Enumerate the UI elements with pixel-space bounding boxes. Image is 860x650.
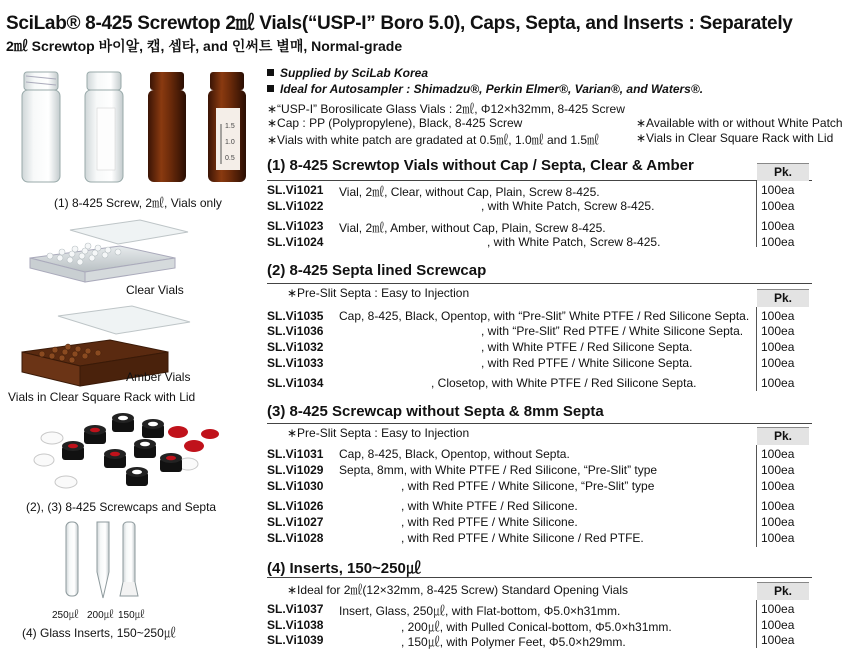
supplied-by: Supplied by SciLab Korea <box>267 66 428 80</box>
clear-vial-patch <box>85 72 123 182</box>
section-1-title: (1) 8-425 Screwtop Vials without Cap / Septa, Clear & Amber <box>267 157 694 174</box>
caption-vials: (1) 8-425 Screw, 2㎖, Vials only <box>54 196 222 210</box>
vial-mark-1-0: 1.0 <box>225 139 235 146</box>
note-glass: ∗“USP-I” Borosilicate Glass Vials : 2㎖, Φ12×h32mm, 8-425 Screw <box>267 102 625 116</box>
caps-and-septa <box>34 413 219 488</box>
section-2-note: ∗Pre-Slit Septa : Easy to Injection <box>287 286 470 300</box>
note-patch: ∗Available with or without White Patch <box>636 116 843 130</box>
section-3-title: (3) 8-425 Screwcap without Septa & 8mm Septa <box>267 403 604 420</box>
pk-header: Pk. <box>757 289 809 307</box>
amber-vial-plain <box>148 72 186 182</box>
glass-inserts <box>66 522 138 598</box>
bullet-square-icon <box>267 69 274 76</box>
bullet-square-icon <box>267 85 274 92</box>
product-images <box>0 60 260 645</box>
note-gradated: ∗Vials with white patch are gradated at 0.5㎖, 1.0㎖ and 1.5㎖ <box>267 133 600 147</box>
vial-mark-0-5: 0.5 <box>225 155 235 162</box>
page-subtitle: 2㎖ Screwtop 바이알, 캡, 셉타, and 인써트 별매, Normal-grade <box>6 38 403 54</box>
section-4-note: ∗Ideal for 2㎖(12×32mm, 8-425 Screw) Standard Opening Vials <box>287 583 629 597</box>
caption-amber-vials: Amber Vials <box>126 370 191 384</box>
vial-mark-1-5: 1.5 <box>225 123 235 130</box>
section-3-note: ∗Pre-Slit Septa : Easy to Injection <box>287 426 470 440</box>
caption-inserts: (4) Glass Inserts, 150~250㎕ <box>22 626 176 640</box>
ideal-for: Ideal for Autosampler : Shimadzu®, Perkin Elmer®, Varian®, and Waters®. <box>267 82 703 96</box>
caption-rack: Vials in Clear Square Rack with Lid <box>8 390 196 404</box>
clear-vial-rack <box>30 220 188 282</box>
note-rack: ∗Vials in Clear Square Rack with Lid <box>636 131 834 145</box>
pk-header: Pk. <box>757 427 809 445</box>
page-title: SciLab® 8-425 Screwtop 2㎖ Vials(“USP-I” Boro 5.0), Caps, Septa, and Inserts : Separately <box>6 13 793 34</box>
clear-vial-plain <box>22 72 60 182</box>
caption-insert-250: 250㎕ <box>52 610 79 621</box>
caption-clear-vials: Clear Vials <box>126 283 184 297</box>
caption-insert-200: 200㎕ <box>87 610 114 621</box>
note-cap: ∗Cap : PP (Polypropylene), Black, 8-425 Screw <box>267 116 523 130</box>
caption-caps: (2), (3) 8-425 Screwcaps and Septa <box>26 500 217 514</box>
caption-insert-150: 150㎕ <box>118 610 145 621</box>
section-2-title: (2) 8-425 Septa lined Screwcap <box>267 262 487 279</box>
section-4-title: (4) Inserts, 150~250㎕ <box>267 560 421 577</box>
pk-header: Pk. <box>757 163 809 181</box>
amber-vial-patch <box>208 72 246 182</box>
pk-header: Pk. <box>757 582 809 600</box>
